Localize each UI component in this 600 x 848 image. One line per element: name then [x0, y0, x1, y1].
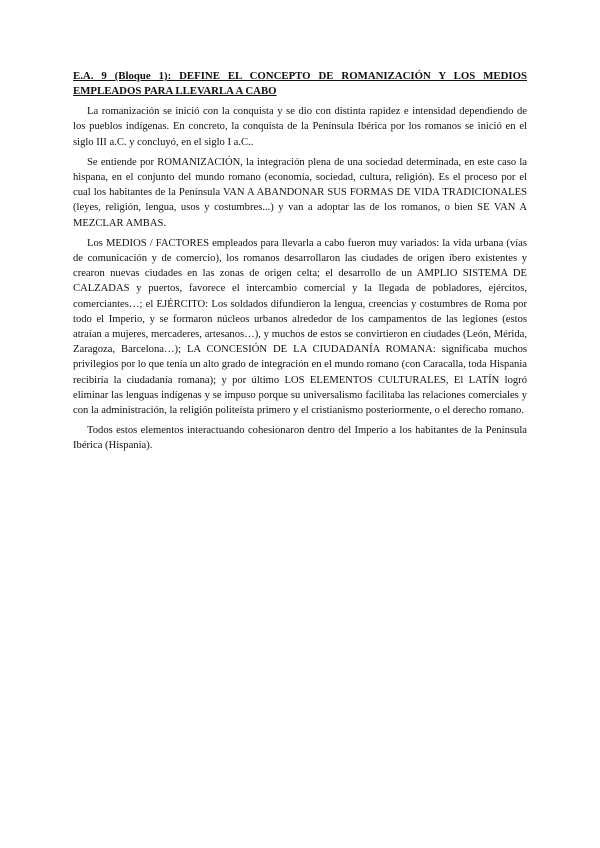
- document-title: E.A. 9 (Bloque 1): DEFINE EL CONCEPTO DE ROMANIZACIÓN Y LOS MEDIOS EMPLEADOS PARA LLEVARLA A CABO: [73, 70, 527, 97]
- paragraph-conclusion: Todos estos elementos interactuando cohesionaron dentro del Imperio a los habitantes de la Península Ibérica (Hispania).: [73, 425, 527, 452]
- document-body: [73, 69, 527, 459]
- paragraph-means: Los MEDIOS / FACTORES empleados para llevarla a cabo fueron muy variados: la vida urbana (vías de comunicación y de comercio), los romanos desarrollaron las ciudades de origen íbero existentes y crearon nuevas ciudades en las zonas de origen celta; el desarrollo de un AMPLIO SISTEMA DE CALZADAS y puertos, favorece el intercambio comercial y la llegada de pobladores, ejércitos, comerciantes…; el EJÉRCITO: Los soldados difundieron la lengua, creencias y costumbres de Roma por todo el Imperio, y se formaron núcleos urbanos alrededor de los campamentos de las legiones (estos atraían a mujeres, mercaderes, artesanos…), y muchos de estos se convirtieron en ciudades (León, Mérida, Zaragoza, Barcelona…); LA CONCESIÓN DE LA CIUDADANÍA ROMANA: significaba muchos privilegios por lo que tenía un alto grado de integración en el mundo romano (con Caracalla, toda Hispania recibiría la ciudadanía romana); y por último LOS ELEMENTOS CULTURALES, El LATÍN logró eliminar las lenguas indígenas y se impuso porque su universalismo facilitaba las relaciones comerciales y con la administración, la religión politeísta primero y el cristianismo posteriormente, o el derecho romano.: [73, 237, 527, 417]
- paragraph-definition: Se entiende por ROMANIZACIÓN, la integración plena de una sociedad determinada, en este caso la hispana, en el conjunto del mundo romano (economía, sociedad, cultura, religión). Es el proceso por el cual los habitantes de la Península VAN A ABANDONAR SUS FORMAS DE VIDA TRADICIONALES (leyes, religión, lengua, usos y costumbres...) y van a adoptar las de los romanos, o bien SE VAN A MEZCLAR AMBAS.: [73, 156, 527, 229]
- paragraph-intro: La romanización se inició con la conquista y se dio con distinta rapidez e intensidad dependiendo de los pueblos indígenas. En concreto, la conquista de la Península Ibérica por los romanos se inició en el siglo III a.C. y concluyó, en el siglo I a.C..: [73, 106, 527, 148]
